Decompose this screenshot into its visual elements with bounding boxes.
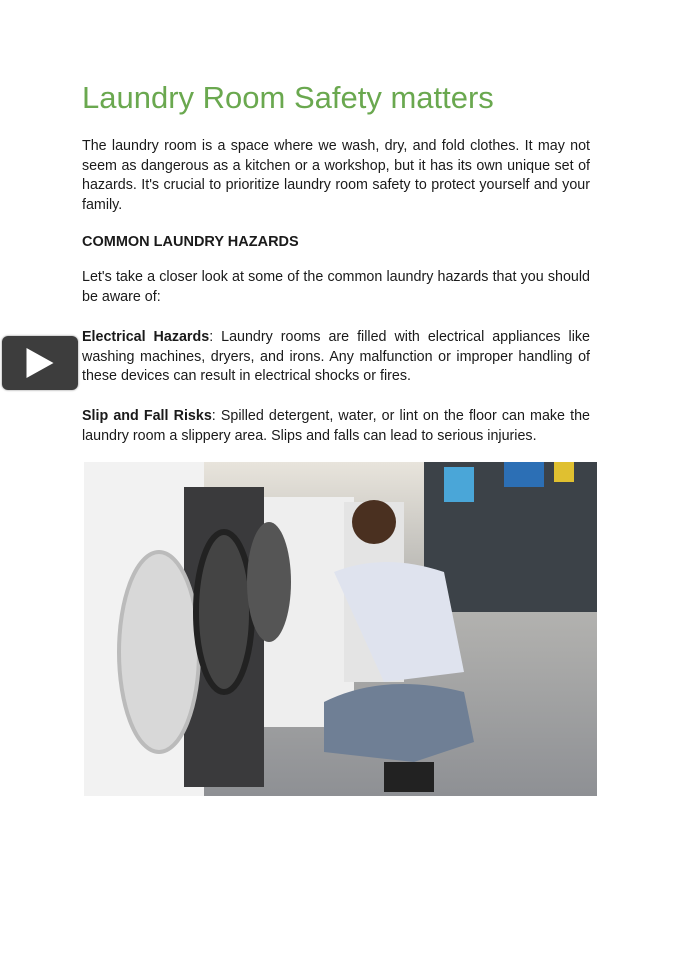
hazard-label: Slip and Fall Risks bbox=[82, 408, 212, 424]
hazard-electrical bbox=[82, 328, 590, 387]
hazard-label: Electrical Hazards bbox=[82, 329, 210, 345]
intro-paragraph: The laundry room is a space where we wash, dry, and fold clothes. It may not seem as dangerous as a kitchen or a workshop, but it has its own unique set of hazards. It's crucial to prioritize laundry room safety to protect yourself and your family. bbox=[82, 138, 590, 213]
hazard-slip bbox=[82, 407, 590, 446]
section-heading: COMMON LAUNDRY HAZARDS bbox=[82, 234, 299, 250]
section-intro: Let's take a closer look at some of the common laundry hazards that you should be aware of: bbox=[82, 269, 590, 305]
hazard-text: : Laundry rooms are filled with electrical appliances like washing machines, dryers, and irons. Any malfunction or improper handling of these devices can result in electrical shocks or fires. bbox=[82, 329, 590, 385]
laundry-photo bbox=[84, 462, 597, 796]
play-icon bbox=[25, 346, 55, 380]
play-video-button[interactable] bbox=[2, 336, 78, 390]
page-title: Laundry Room Safety matters bbox=[82, 80, 494, 115]
hazard-text: : Spilled detergent, water, or lint on the floor can make the laundry room a slippery area. Slips and falls can lead to serious injuries. bbox=[82, 408, 591, 444]
